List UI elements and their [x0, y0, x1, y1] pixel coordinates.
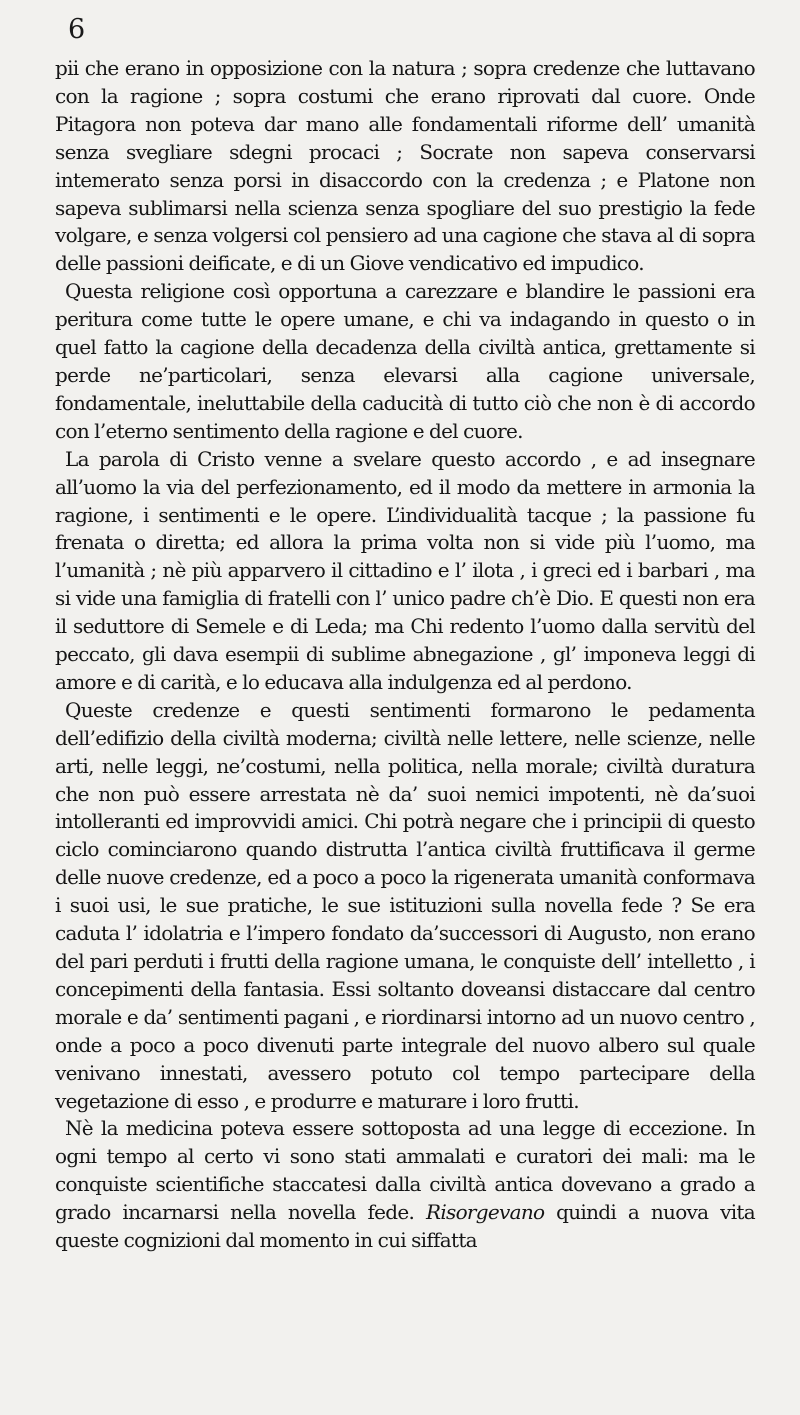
- page-body: [55, 55, 755, 1255]
- italic-word: Risorgevano: [425, 1200, 545, 1225]
- paragraph-2: Questa religione così opportuna a carezzare e blandire le passioni era peritura come tutte le opere umane, e chi va indagando in questo o in quel fatto la cagione della decadenza della civiltà antica, grettamente si perde ne’particolari, senza elevarsi alla cagione universale, fondamentale, ineluttabile della caducità di tutto ciò che non è di accordo con l’eterno sentimento della ragione e del cuore.: [55, 279, 755, 443]
- paragraph-5-tail: quindi a nuova vita queste cognizioni dal momento in cui siffatta: [55, 1200, 755, 1253]
- paragraph-3: La parola di Cristo venne a svelare questo accordo , e ad insegnare all’uomo la via del perfezionamento, ed il modo da mettere in armonia la ragione, i sentimenti e le opere. L’individualità tacque ; la passione fu frenata o diretta; ed allora la prima volta non si vide più l’uomo, ma l’umanità ; nè più apparvero il cittadino e l’ ilota , i greci ed i barbari , ma si vide una famiglia di fratelli con l’ unico padre ch’è Dio. E questi non era il seduttore di Semele e di Leda; ma Chi redento l’uomo dalla servitù del peccato, gli dava esempii di sublime abnegazione , gl’ imponeva leggi di amore e di carità, e lo educava alla indulgenza ed al perdono.: [55, 446, 755, 694]
- page-number: 6: [68, 14, 86, 45]
- paragraph-5-text: Nè la medicina poteva essere sottoposta ad una legge di eccezione. In ogni tempo al certo vi sono stati ammalati e curatori dei mali: ma le conquiste scientifiche staccatesi dalla civiltà antica dovevano a grado a grado incarnarsi nella novella fede.: [55, 1116, 755, 1225]
- paragraph-5: [55, 1115, 755, 1255]
- paragraph-4: Queste credenze e questi sentimenti formarono le pedamenta dell’edifizio della civiltà moderna; civiltà nelle lettere, nelle scienze, nelle arti, nelle leggi, ne’costumi, nella politica, nella morale; civiltà duratura che non può essere arrestata nè da’ suoi nemici impotenti, nè da’suoi intolleranti ed improvvidi amici. Chi potrà negare che i principii di questo ciclo cominciarono quando distrutta l’antica civiltà fruttificava il germe delle nuove credenze, ed a poco a poco la rigenerata umanità conformava i suoi usi, le sue pratiche, le sue istituzioni sulla novella fede ? Se era caduta l’ idolatria e l’impero fondato da’successori di Augusto, non erano del pari perduti i frutti della ragione umana, le conquiste dell’ intelletto , i concepimenti della fantasia. Essi soltanto doveansi distaccare dal centro morale e da’ sentimenti pagani , e riordinarsi intorno ad un nuovo centro , onde a poco a poco divenuti parte integrale del nuovo albero sul quale venivano innestati, avessero potuto col tempo partecipare della vegetazione di esso , e produrre e maturare i loro frutti.: [55, 697, 755, 1113]
- paragraph-1: pii che erano in opposizione con la natura ; sopra credenze che luttavano con la ragione ; sopra costumi che erano riprovati dal cuore. Onde Pitagora non poteva dar mano alle fondamentali riforme dell’ umanità senza svegliare sdegni procaci ; Socrate non sapeva conservarsi intemerato senza porsi in disaccordo con la credenza ; e Platone non sapeva sublimarsi nella scienza senza spogliare del suo prestigio la fede volgare, e senza volgersi col pensiero ad una cagione che stava al di sopra delle passioni deificate, e di un Giove vendicativo ed impudico.: [55, 56, 755, 276]
